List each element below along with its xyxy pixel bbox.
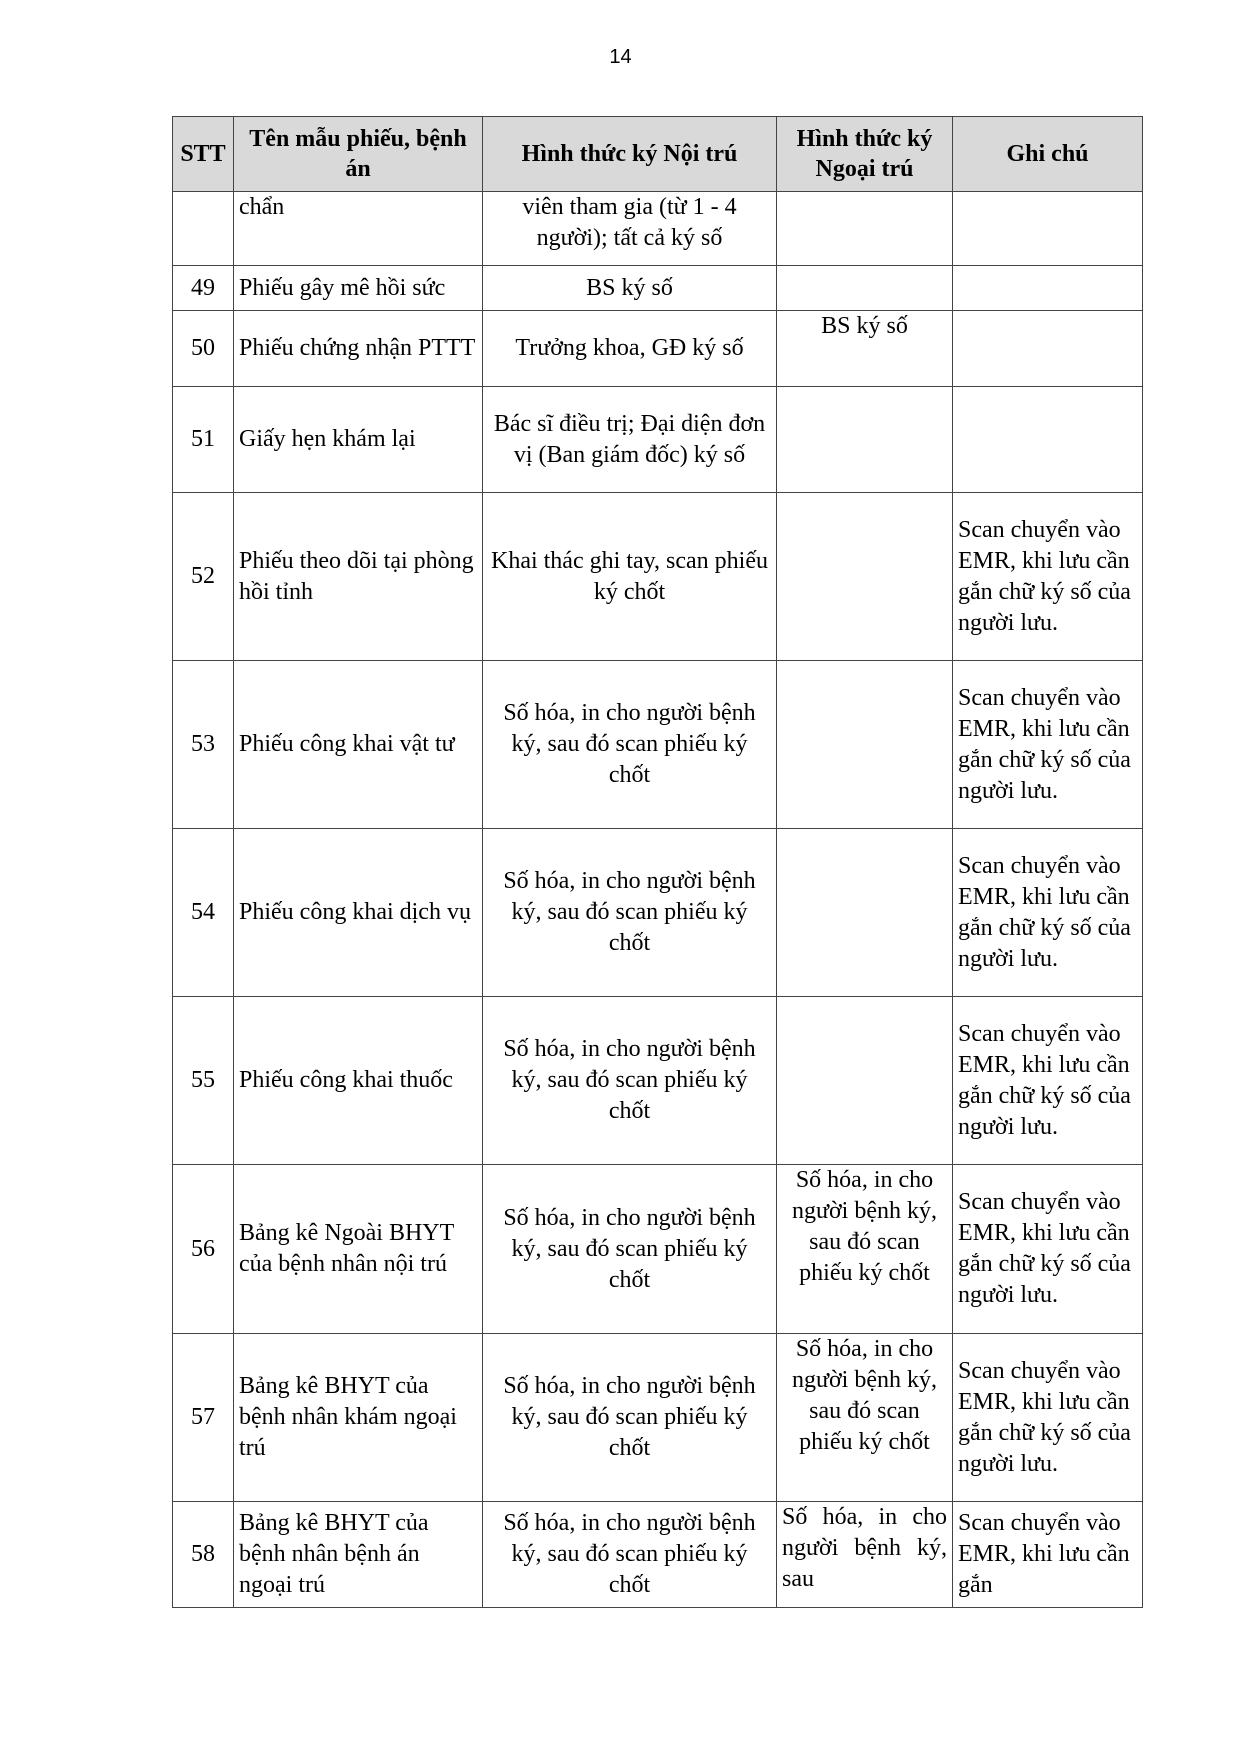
header-stt: STT bbox=[173, 117, 234, 192]
cell-stt: 51 bbox=[173, 387, 234, 493]
cell-form-name: Bảng kê BHYT của bệnh nhân khám ngoại trú bbox=[234, 1334, 483, 1502]
table-row bbox=[173, 1165, 1143, 1334]
table-row bbox=[173, 266, 1143, 311]
cell-form-name: chẩn bbox=[234, 192, 483, 266]
table-row bbox=[173, 387, 1143, 493]
cell-stt: 57 bbox=[173, 1334, 234, 1502]
cell-stt: 58 bbox=[173, 1502, 234, 1608]
cell-note bbox=[953, 192, 1143, 266]
cell-stt: 52 bbox=[173, 493, 234, 661]
cell-outpatient bbox=[777, 387, 953, 493]
cell-stt: 49 bbox=[173, 266, 234, 311]
header-note: Ghi chú bbox=[953, 117, 1143, 192]
cell-stt: 56 bbox=[173, 1165, 234, 1334]
cell-inpatient: Số hóa, in cho người bệnh ký, sau đó scan phiếu ký chốt bbox=[483, 829, 777, 997]
header-form-name: Tên mẫu phiếu, bệnh án bbox=[234, 117, 483, 192]
cell-inpatient: Số hóa, in cho người bệnh ký, sau đó scan phiếu ký chốt bbox=[483, 1502, 777, 1608]
cell-outpatient bbox=[777, 192, 953, 266]
cell-stt bbox=[173, 192, 234, 266]
cell-note: Scan chuyển vào EMR, khi lưu cần gắn chữ ký số của người lưu. bbox=[953, 661, 1143, 829]
table-row bbox=[173, 1334, 1143, 1502]
cell-stt: 55 bbox=[173, 997, 234, 1165]
cell-note: Scan chuyển vào EMR, khi lưu cần gắn chữ ký số của người lưu. bbox=[953, 997, 1143, 1165]
cell-note bbox=[953, 387, 1143, 493]
cell-inpatient: Số hóa, in cho người bệnh ký, sau đó scan phiếu ký chốt bbox=[483, 1334, 777, 1502]
cell-inpatient: Số hóa, in cho người bệnh ký, sau đó scan phiếu ký chốt bbox=[483, 661, 777, 829]
cell-outpatient: Số hóa, in cho người bệnh ký, sau đó scan phiếu ký chốt bbox=[777, 1165, 953, 1334]
cell-inpatient: Khai thác ghi tay, scan phiếu ký chốt bbox=[483, 493, 777, 661]
header-outpatient: Hình thức ký Ngoại trú bbox=[777, 117, 953, 192]
cell-form-name: Bảng kê BHYT của bệnh nhân bệnh án ngoại trú bbox=[234, 1502, 483, 1608]
table-header-row bbox=[173, 117, 1143, 192]
cell-outpatient bbox=[777, 266, 953, 311]
table-row bbox=[173, 493, 1143, 661]
cell-form-name: Bảng kê Ngoài BHYT của bệnh nhân nội trú bbox=[234, 1165, 483, 1334]
signature-forms-table bbox=[172, 116, 1143, 1608]
cell-outpatient: BS ký số bbox=[777, 311, 953, 387]
cell-inpatient: Trưởng khoa, GĐ ký số bbox=[483, 311, 777, 387]
cell-outpatient: Số hóa, in cho người bệnh ký, sau bbox=[777, 1502, 953, 1608]
cell-outpatient bbox=[777, 493, 953, 661]
table-row bbox=[173, 192, 1143, 266]
cell-outpatient: Số hóa, in cho người bệnh ký, sau đó scan phiếu ký chốt bbox=[777, 1334, 953, 1502]
cell-outpatient bbox=[777, 661, 953, 829]
table-row bbox=[173, 1502, 1143, 1608]
table-row bbox=[173, 661, 1143, 829]
cell-form-name: Phiếu gây mê hồi sức bbox=[234, 266, 483, 311]
cell-outpatient bbox=[777, 829, 953, 997]
table-row bbox=[173, 311, 1143, 387]
table-row bbox=[173, 829, 1143, 997]
header-inpatient: Hình thức ký Nội trú bbox=[483, 117, 777, 192]
cell-inpatient: Bác sĩ điều trị; Đại diện đơn vị (Ban giám đốc) ký số bbox=[483, 387, 777, 493]
cell-stt: 54 bbox=[173, 829, 234, 997]
cell-form-name: Phiếu công khai vật tư bbox=[234, 661, 483, 829]
cell-note bbox=[953, 266, 1143, 311]
table-row bbox=[173, 997, 1143, 1165]
cell-form-name: Phiếu theo dõi tại phòng hồi tỉnh bbox=[234, 493, 483, 661]
cell-form-name: Phiếu công khai thuốc bbox=[234, 997, 483, 1165]
cell-note: Scan chuyển vào EMR, khi lưu cần gắn chữ ký số của người lưu. bbox=[953, 1165, 1143, 1334]
cell-stt: 50 bbox=[173, 311, 234, 387]
cell-stt: 53 bbox=[173, 661, 234, 829]
cell-inpatient: Số hóa, in cho người bệnh ký, sau đó scan phiếu ký chốt bbox=[483, 1165, 777, 1334]
cell-inpatient: Số hóa, in cho người bệnh ký, sau đó scan phiếu ký chốt bbox=[483, 997, 777, 1165]
cell-form-name: Giấy hẹn khám lại bbox=[234, 387, 483, 493]
cell-inpatient: BS ký số bbox=[483, 266, 777, 311]
cell-inpatient: viên tham gia (từ 1 - 4 người); tất cả ký số bbox=[483, 192, 777, 266]
cell-outpatient bbox=[777, 997, 953, 1165]
page-number: 14 bbox=[609, 46, 632, 68]
cell-note: Scan chuyển vào EMR, khi lưu cần gắn chữ ký số của người lưu. bbox=[953, 829, 1143, 997]
cell-note: Scan chuyển vào EMR, khi lưu cần gắn chữ ký số của người lưu. bbox=[953, 493, 1143, 661]
cell-form-name: Phiếu chứng nhận PTTT bbox=[234, 311, 483, 387]
cell-note bbox=[953, 311, 1143, 387]
cell-note: Scan chuyển vào EMR, khi lưu cần gắn bbox=[953, 1502, 1143, 1608]
cell-note: Scan chuyển vào EMR, khi lưu cần gắn chữ ký số của người lưu. bbox=[953, 1334, 1143, 1502]
cell-form-name: Phiếu công khai dịch vụ bbox=[234, 829, 483, 997]
